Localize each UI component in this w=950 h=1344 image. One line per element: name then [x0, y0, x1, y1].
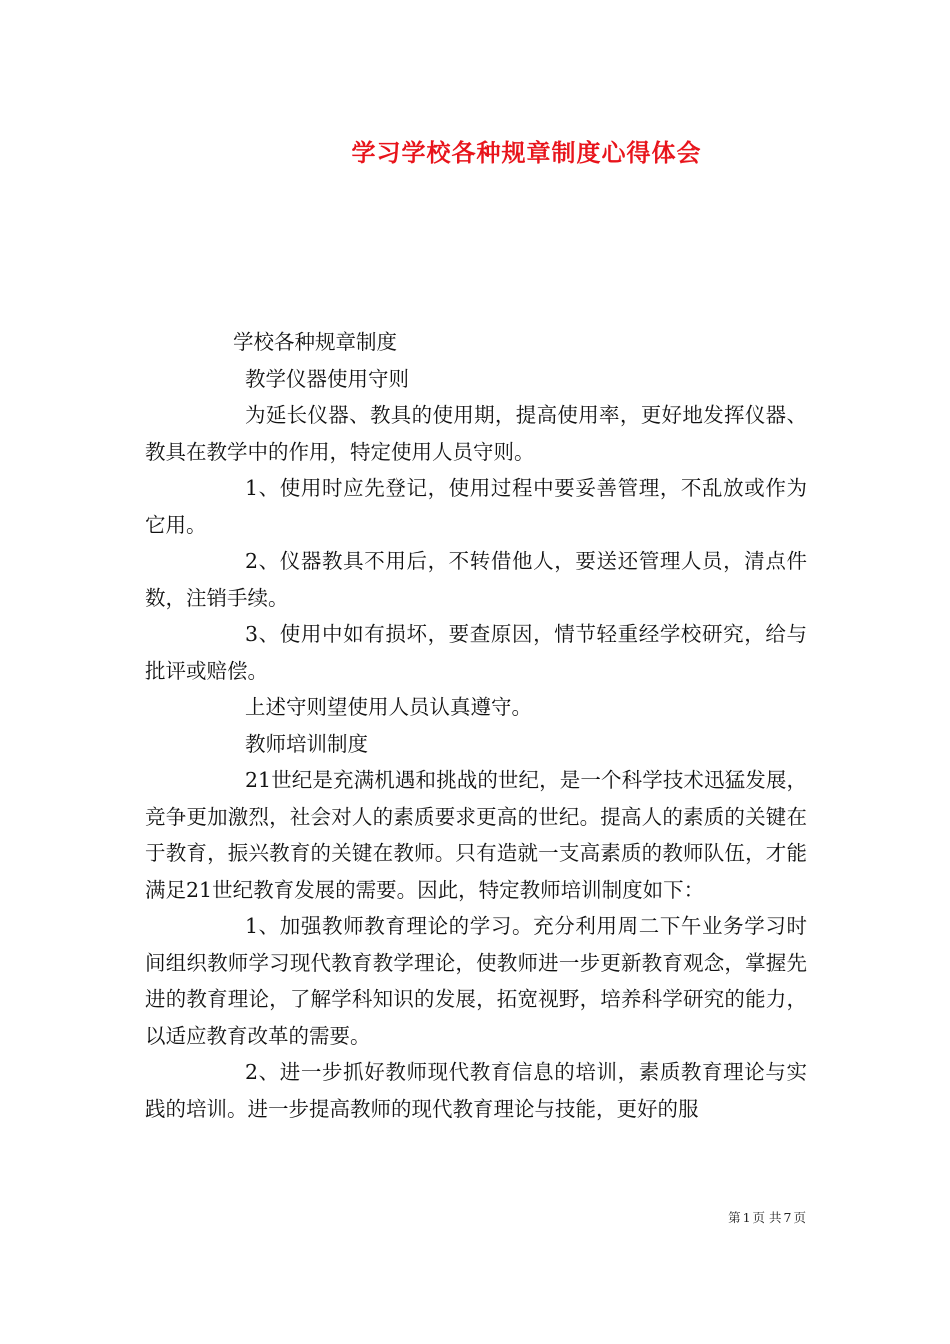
section-heading-rules: 学校各种规章制度 — [233, 330, 397, 354]
paragraph-instrument-rule-1: 1、使用时应先登记，使用过程中要妥善管理，不乱放或作为它用。 — [145, 476, 807, 537]
footer-prefix: 第 — [728, 1210, 741, 1225]
document-title: 学习学校各种规章制度心得体会 — [351, 139, 702, 167]
footer-middle: 页 共 — [752, 1210, 782, 1225]
document-body — [145, 324, 807, 1127]
page-number-footer — [727, 1208, 807, 1226]
footer-suffix: 页 — [793, 1210, 806, 1225]
paragraph-instrument-closing: 上述守则望使用人员认真遵守。 — [245, 695, 532, 719]
section-heading-training: 教师培训制度 — [245, 731, 368, 756]
section-heading-instrument: 教学仪器使用守则 — [245, 366, 409, 391]
paragraph-training-rule-1: 1、加强教师教育理论的学习。充分利用周二下午业务学习时间组织教师学习现代教育教学理论，使教师进一步更新教育观念，掌握先进的教育理论，了解学科知识的发展，拓宽视野，培养科学研究的能力，以适应教育改革的需要。 — [145, 914, 807, 1048]
paragraph-instrument-rule-2: 2、仪器教具不用后，不转借他人，要送还管理人员，清点件数，注销手续。 — [145, 549, 807, 610]
footer-total-pages: 7 — [783, 1210, 792, 1225]
paragraph-training-intro: 21世纪是充满机遇和挑战的世纪，是一个科学技术迅猛发展，竞争更加激烈，社会对人的素质要求更高的世纪。提高人的素质的关键在于教育，振兴教育的关键在教师。只有造就一支高素质的教师队伍，才能满足21世纪教育发展的需要。因此，特定教师培训制度如下： — [145, 768, 807, 902]
paragraph-instrument-rule-3: 3、使用中如有损坏，要查原因，情节轻重经学校研究，给与批评或赔偿。 — [145, 622, 807, 683]
paragraph-training-rule-2: 2、进一步抓好教师现代教育信息的培训，素质教育理论与实践的培训。进一步提高教师的现代教育理论与技能，更好的服 — [145, 1060, 807, 1121]
paragraph-instrument-intro: 为延长仪器、教具的使用期，提高使用率，更好地发挥仪器、教具在教学中的作用，特定使用人员守则。 — [145, 403, 807, 464]
footer-current-page: 1 — [742, 1210, 751, 1225]
